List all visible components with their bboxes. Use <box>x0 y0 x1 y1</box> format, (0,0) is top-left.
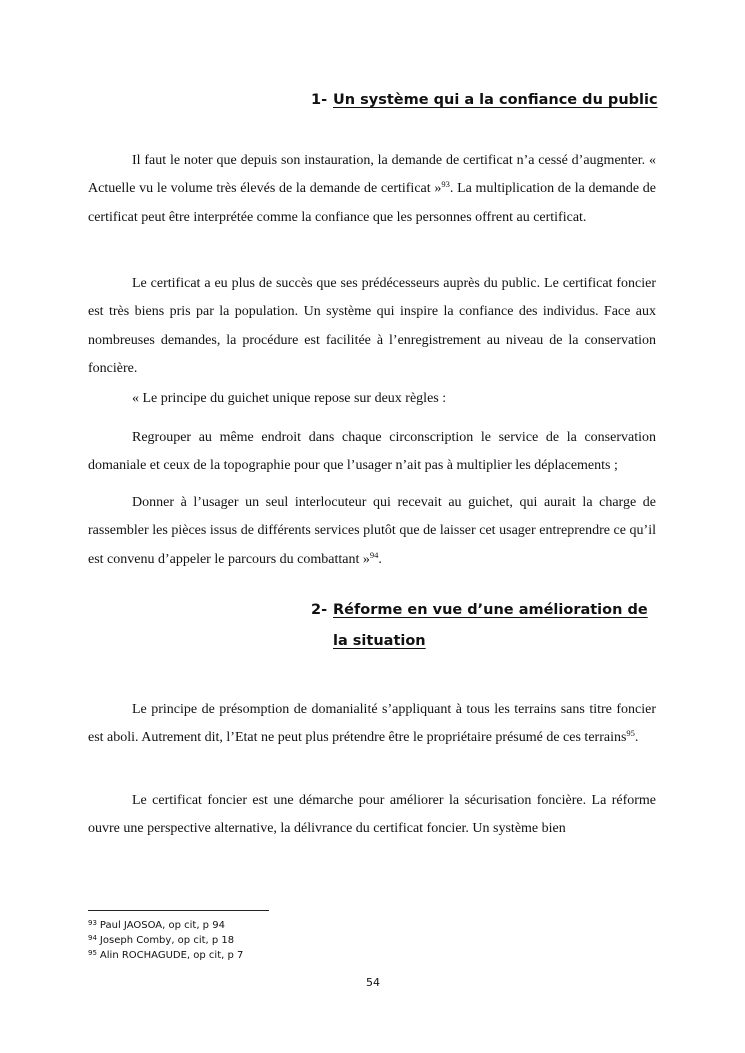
section-number: 2- <box>311 602 328 618</box>
footnote <box>88 948 243 963</box>
paragraph <box>88 385 656 413</box>
section-number: 1- <box>311 92 328 108</box>
footnote-text: Joseph Comby, op cit, p 18 <box>99 935 235 946</box>
paragraph-text: « Le principe du guichet unique repose sur deux règles : <box>132 391 447 406</box>
footnote-text: Alin ROCHAGUDE, op cit, p 7 <box>99 950 244 961</box>
footnote-separator <box>88 910 269 911</box>
paragraph <box>88 787 656 844</box>
section-heading-1 <box>311 85 671 116</box>
footnote-ref: 94 <box>369 549 379 560</box>
paragraph <box>88 696 656 753</box>
section-title: Un système qui a la confiance du public <box>333 92 658 108</box>
footnote <box>88 933 243 948</box>
paragraph-text: . <box>634 730 639 746</box>
paragraph <box>88 270 656 383</box>
footnote-number: 95 <box>88 949 97 957</box>
paragraph <box>88 424 656 481</box>
footnote-ref: 95 <box>626 728 635 739</box>
footnotes <box>88 918 243 963</box>
page-number: 54 <box>366 976 380 989</box>
paragraph-text: Le certificat a eu plus de succès que ses prédécesseurs auprès du public. Le certificat foncier est très biens pris par la population. Un système qui inspire la confiance des individus. Face aux nombreuses demandes, la procédure est facilitée à l’enregistrement au niveau de la conservation foncière. <box>88 276 656 376</box>
paragraph-text: . La multiplication de la demande de certificat peut être interprétée comme la confiance que les personnes offrent au certificat. <box>88 181 657 225</box>
paragraph-text: Regrouper au même endroit dans chaque circonscription le service de la conservation domaniale et ceux de la topographie pour que l’usager n’ait pas à multiplier les déplacements ; <box>88 430 656 474</box>
paragraph-text: Il faut le noter que depuis son instauration, la demande de certificat n’a cessé d’augmenter. « Actuelle vu le volume très élevés de la demande de certificat » <box>88 153 656 197</box>
paragraph-text: Le certificat foncier est une démarche pour améliorer la sécurisation foncière. La réforme ouvre une perspective alternative, la délivrance du certificat foncier. Un système bien <box>88 793 656 837</box>
footnote-number: 94 <box>88 934 97 942</box>
paragraph-text: Le principe de présomption de domanialité s’appliquant à tous les terrains sans titre foncier est aboli. Autrement dit, l’Etat ne peut plus prétendre être le propriétaire présumé de ces terrains <box>88 702 656 746</box>
paragraph-text: . <box>378 551 382 567</box>
footnote-number: 93 <box>88 919 97 927</box>
section-heading-2 <box>311 595 651 657</box>
paragraph <box>88 489 656 574</box>
section-title: Réforme en vue d’une amélioration de la situation <box>333 602 648 649</box>
footnote-ref: 93 <box>441 179 450 190</box>
paragraph-text: Donner à l’usager un seul interlocuteur qui recevait au guichet, qui aurait la charge de rassembler les pièces issus de différents services plutôt que de laisser cet usager entreprendre ce qu’il est convenu d’appeler le parcours du combattant » <box>88 495 656 567</box>
footnote-text: Paul JAOSOA, op cit, p 94 <box>99 920 225 931</box>
paragraph <box>88 147 656 232</box>
footnote <box>88 918 243 933</box>
